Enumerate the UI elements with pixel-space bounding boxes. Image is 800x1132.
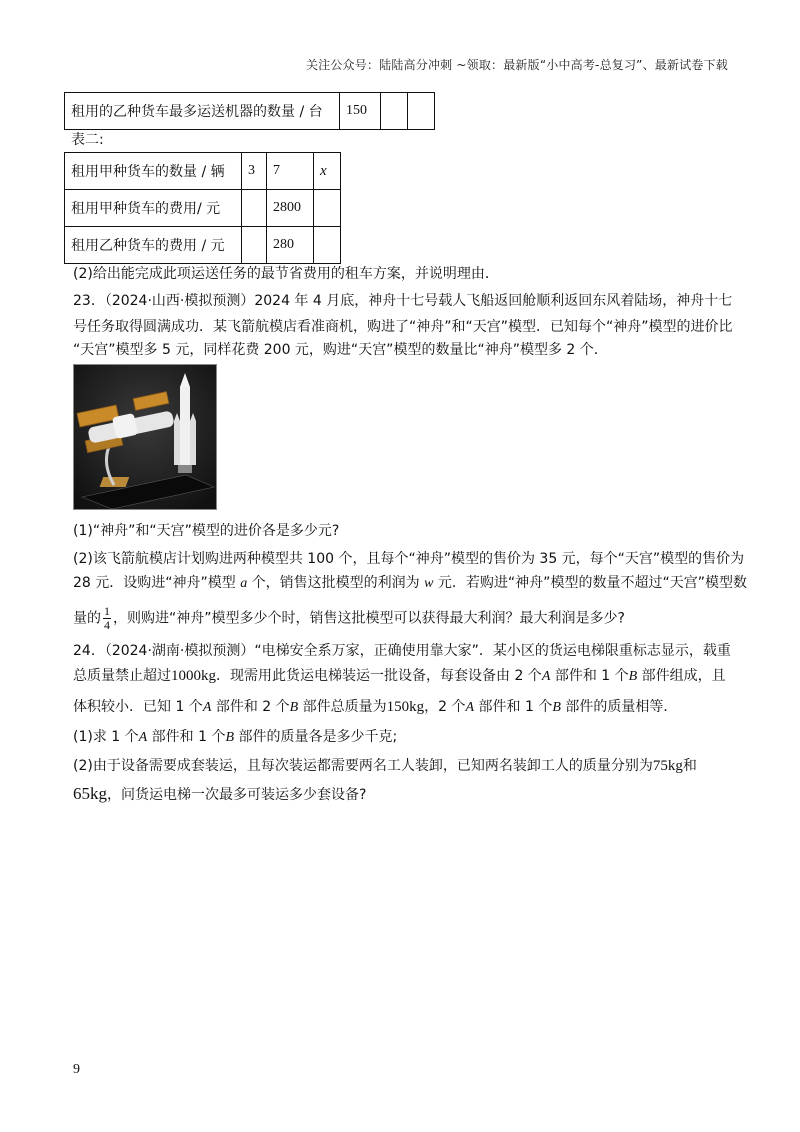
table-cell: x — [314, 153, 341, 190]
question-23-line-2: 号任务取得圆满成功．某飞箭航模店看准商机，购进了“神舟”和“天宫”模型．已知每个“神舟”模型的进价比 — [73, 319, 733, 335]
question-24-part-2-line-1 — [73, 756, 697, 776]
variable-B: B — [552, 700, 561, 715]
table-cell — [242, 227, 267, 264]
table-cell — [314, 190, 341, 227]
text-segment: 部件和 1 个 — [147, 729, 226, 745]
text-segment: ，则购进“神舟”模型多少个时，销售这批模型可以获得最大利润？最大利润是多少? — [113, 610, 625, 627]
table-cell: 150 — [340, 93, 381, 130]
text-segment: ．现需用此货运电梯装运一批设备，每套设备由 2 个 — [216, 668, 542, 684]
text-segment: 部件组成，且 — [637, 668, 726, 684]
table-row — [65, 93, 435, 130]
variable-A: A — [541, 669, 551, 684]
variable-w: w — [424, 576, 434, 591]
question-24-line-1: 24．（2024·湖南·模拟预测）“电梯安全系万家，正确使用靠大家”．某小区的货运电梯限重标志显示，载重 — [73, 643, 731, 659]
question-23-part-2-line-1: (2)该飞箭航模店计划购进两种模型共 100 个，且每个“神舟”模型的售价为 35 元，每个“天宫”模型的售价为 — [73, 551, 745, 567]
table-1 — [64, 92, 435, 130]
question-24-part-2-line-2 — [73, 784, 366, 805]
table-cell — [242, 190, 267, 227]
question-24-line-2 — [73, 666, 726, 687]
text-segment: 部件的质量各是多少千克; — [234, 729, 398, 745]
table-row-label: 租用的乙种货车最多运送机器的数量 / 台 — [65, 93, 340, 130]
question-23-line-3: “天宫”模型多 5 元，同样花费 200 元，购进“天宫”模型的数量比“神舟”模型多 2 个． — [73, 342, 608, 358]
question-23-part-1: (1)“神舟”和“天宫”模型的进价各是多少元? — [73, 523, 340, 539]
text-segment: 部件和 1 个 — [550, 668, 629, 684]
table-2 — [64, 152, 341, 264]
text-segment: 元．若购进“神舟”模型的数量不超过“天宫”模型数 — [433, 575, 747, 591]
text-segment: 个，销售这批模型的利润为 — [247, 575, 425, 591]
page-number: 9 — [73, 1062, 80, 1077]
variable-A: A — [202, 700, 212, 715]
text-segment: ，2 个 — [424, 699, 466, 715]
worker-2-mass: 65kg — [73, 784, 107, 803]
mass-limit: 1000kg — [171, 668, 216, 684]
text-segment: 量的 — [73, 610, 101, 627]
table-cell: 3 — [242, 153, 267, 190]
question-23-line-1: 23．（2024·山西·模拟预测）2024 年 4 月底，神舟十七号载人飞船返回舱顺利返回东风着陆场，神舟十七 — [73, 293, 733, 309]
text-segment: 28 元．设购进“神舟”模型 — [73, 575, 241, 591]
page-header: 关注公众号：陆陆高分冲刺 ~领取：最新版“小中高考-总复习”、最新试卷下载 — [305, 58, 728, 72]
table-row — [65, 153, 341, 190]
table-cell — [381, 93, 408, 130]
fraction-one-quarter — [103, 605, 111, 632]
question-24-line-3 — [73, 697, 677, 718]
mass-total: 150kg — [386, 699, 425, 715]
variable-A: A — [138, 730, 148, 745]
text-segment: 部件和 1 个 — [474, 699, 553, 715]
spacecraft-model-photo — [73, 364, 217, 510]
fraction-numerator: 1 — [104, 604, 110, 618]
question-24-part-1 — [73, 727, 397, 748]
table-row-label: 租用甲种货车的费用/ 元 — [65, 190, 242, 227]
variable-B: B — [628, 669, 638, 684]
text-segment: (1)求 1 个 — [73, 729, 139, 745]
question-23-part-2-line-2 — [73, 573, 747, 594]
table-cell — [408, 93, 435, 130]
table-row — [65, 190, 341, 227]
text-segment: 和 — [682, 758, 697, 774]
worker-1-mass: 75kg — [652, 758, 683, 774]
question-22-part-2: (2)给出能完成此项运送任务的最节省费用的租车方案，并说明理由． — [73, 266, 499, 282]
text-segment: ，问货运电梯一次最多可装运多少套设备? — [107, 787, 367, 803]
table-2-title: 表二: — [71, 132, 104, 148]
table-row-label: 租用乙种货车的费用 / 元 — [65, 227, 242, 264]
variable-A: A — [465, 700, 475, 715]
text-segment: 总质量禁止超过 — [73, 668, 171, 684]
variable-a: a — [240, 576, 248, 591]
table-cell: 280 — [267, 227, 314, 264]
text-segment: 部件总质量为 — [298, 699, 387, 715]
table-row — [65, 227, 341, 264]
text-segment: 部件的质量相等． — [560, 699, 678, 715]
fraction-denominator: 4 — [104, 618, 110, 632]
spacecraft-model-illustration — [74, 365, 216, 509]
table-cell — [314, 227, 341, 264]
table-cell: 2800 — [267, 190, 314, 227]
text-segment: 体积较小．已知 1 个 — [73, 699, 203, 715]
variable-B: B — [225, 730, 235, 745]
table-row-label: 租用甲种货车的数量 / 辆 — [65, 153, 242, 190]
variable-B: B — [289, 700, 299, 715]
table-cell: 7 — [267, 153, 314, 190]
question-23-part-2-line-3 — [73, 605, 625, 632]
text-segment: (2)由于设备需要成套装运，且每次装运都需要两名工人装卸，已知两名装卸工人的质量分别为 — [73, 758, 653, 774]
text-segment: 部件和 2 个 — [211, 699, 290, 715]
